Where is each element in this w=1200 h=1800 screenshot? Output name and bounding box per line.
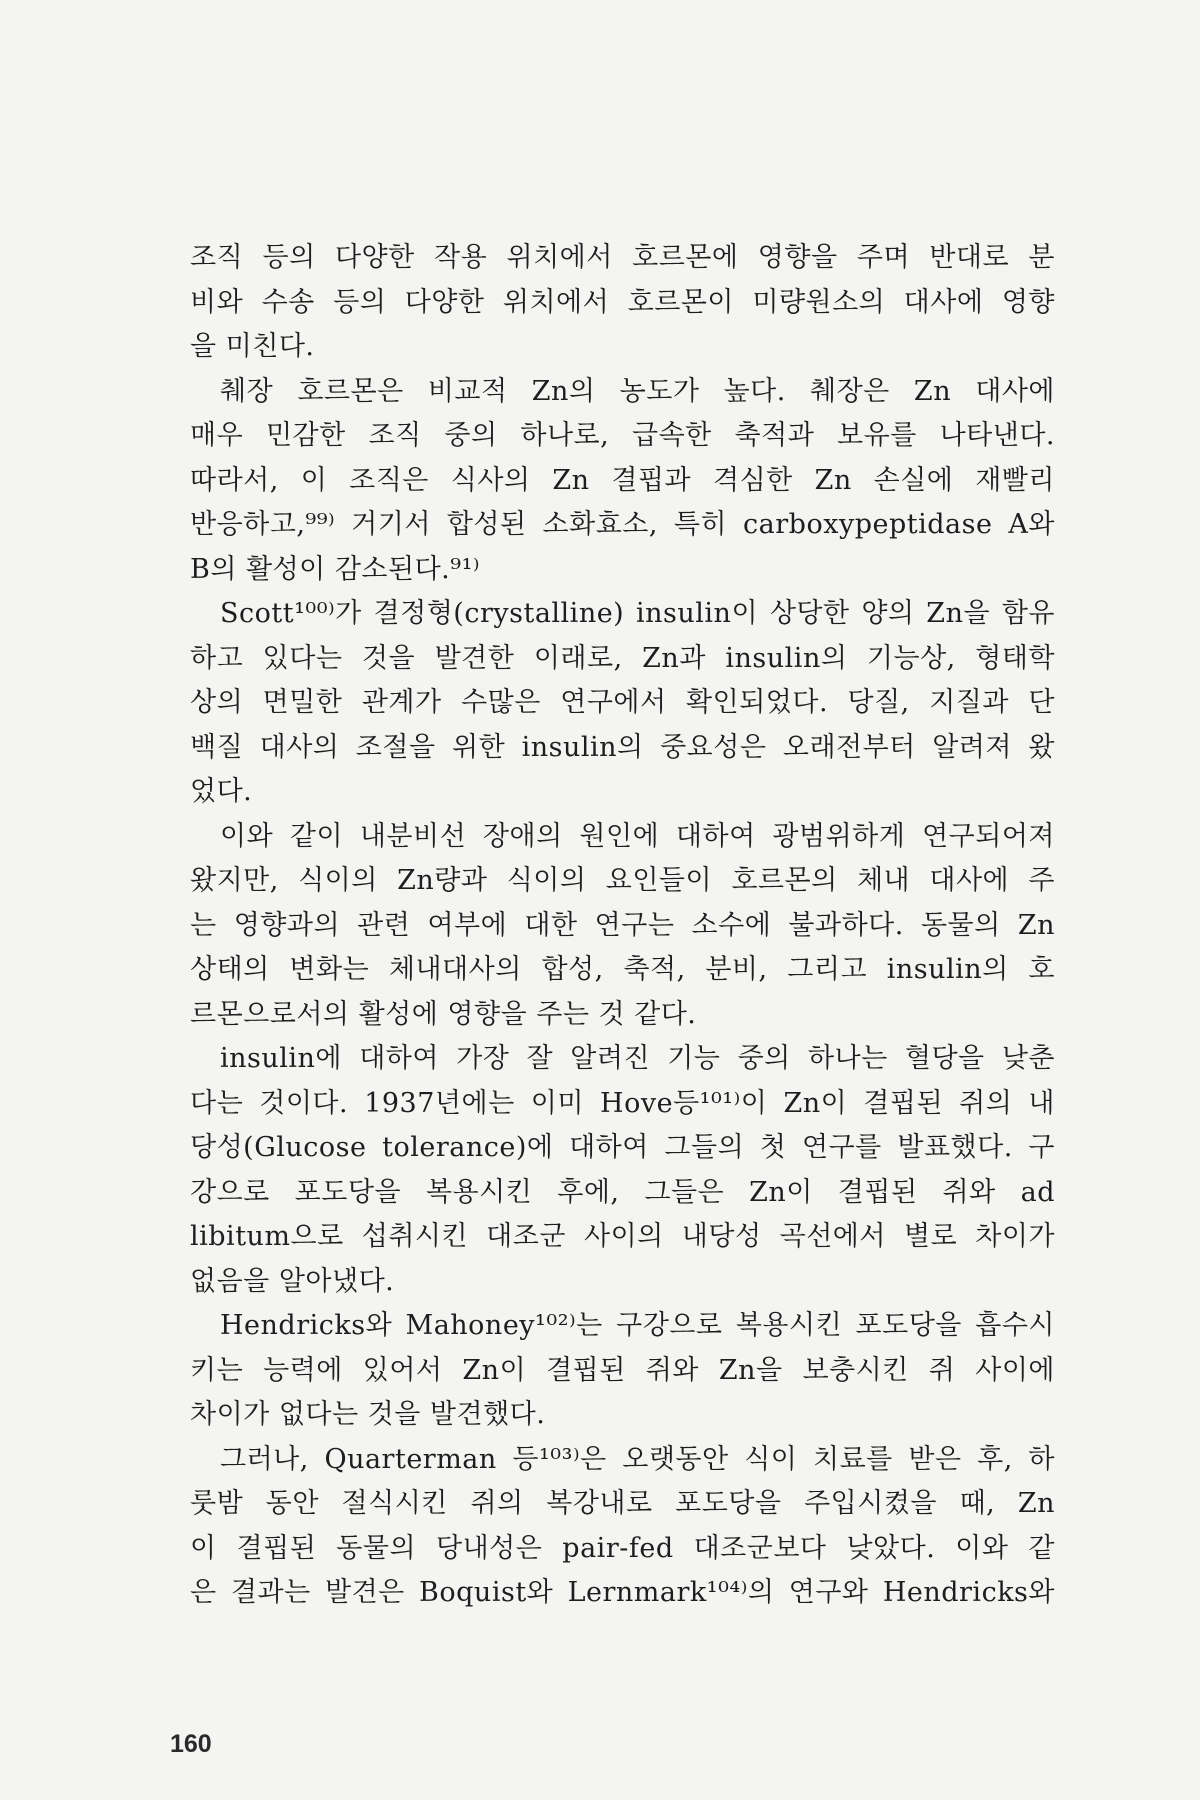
text-line: 룻밤 동안 절식시킨 쥐의 복강내로 포도당을 주입시켰을 때, Zn bbox=[190, 1488, 1055, 1519]
page-number: 160 bbox=[170, 1730, 212, 1758]
text-line: 하고 있다는 것을 발견한 이래로, Zn과 insulin의 기능상, 형태학 bbox=[190, 642, 1055, 674]
text-line: 백질 대사의 조절을 위한 insulin의 중요성은 오래전부터 알려져 왔 bbox=[190, 731, 1055, 763]
text-line: 을 미친다. bbox=[190, 331, 315, 362]
text-line: 다는 것이다. 1937년에는 이미 Hove등¹⁰¹⁾이 Zn이 결핍된 쥐의 내 bbox=[190, 1087, 1055, 1119]
text-line: 차이가 없다는 것을 발견했다. bbox=[190, 1399, 546, 1430]
text-line: 이 결핍된 동물의 당내성은 pair-fed 대조군보다 낮았다. 이와 같 bbox=[190, 1532, 1055, 1564]
text-line: 는 영향과의 관련 여부에 대한 연구는 소수에 불과하다. 동물의 Zn bbox=[190, 909, 1055, 941]
text-line: 강으로 포도당을 복용시킨 후에, 그들은 Zn이 결핍된 쥐와 ad bbox=[190, 1176, 1055, 1208]
text-line: 당성(Glucose tolerance)에 대하여 그들의 첫 연구를 발표했다. 구 bbox=[190, 1132, 1055, 1163]
text-line: Hendricks와 Mahoney¹⁰²⁾는 구강으로 복용시킨 포도당을 흡수시 bbox=[220, 1310, 1055, 1341]
text-line: 그러나, Quarterman 등¹⁰³⁾은 오랫동안 식이 치료를 받은 후, 하 bbox=[220, 1443, 1055, 1475]
text-line: B의 활성이 감소된다.⁹¹⁾ bbox=[190, 553, 481, 585]
text-line: 따라서, 이 조직은 식사의 Zn 결핍과 격심한 Zn 손실에 재빨리 bbox=[190, 464, 1055, 496]
text-line: 르몬으로서의 활성에 영향을 주는 것 같다. bbox=[190, 998, 697, 1030]
text-line: Scott¹⁰⁰⁾가 결정형(crystalline) insulin이 상당한 양의 Zn을 함유 bbox=[220, 598, 1055, 629]
text-line: 없음을 알아냈다. bbox=[190, 1265, 395, 1297]
text-line: insulin에 대하여 가장 잘 알려진 기능 중의 하나는 혈당을 낮춘 bbox=[220, 1043, 1055, 1074]
text-line: 왔지만, 식이의 Zn량과 식이의 요인들이 호르몬의 체내 대사에 주 bbox=[190, 865, 1055, 896]
text-line: 이와 같이 내분비선 장애의 원인에 대하여 광범위하게 연구되어져 bbox=[220, 820, 1055, 852]
text-line: 반응하고,⁹⁹⁾ 거기서 합성된 소화효소, 특히 carboxypeptidase A와 bbox=[190, 509, 1055, 540]
text-line: 상태의 변화는 체내대사의 합성, 축적, 분비, 그리고 insulin의 호 bbox=[190, 954, 1055, 985]
text-line: 매우 민감한 조직 중의 하나로, 급속한 축적과 보유를 나타낸다. bbox=[190, 420, 1055, 451]
text-line: 키는 능력에 있어서 Zn이 결핍된 쥐와 Zn을 보충시킨 쥐 사이에 bbox=[190, 1354, 1055, 1386]
text-line: 췌장 호르몬은 비교적 Zn의 농도가 높다. 췌장은 Zn 대사에 bbox=[220, 375, 1055, 407]
body-text bbox=[190, 236, 1055, 1616]
text-line: 비와 수송 등의 다양한 위치에서 호르몬이 미량원소의 대사에 영향 bbox=[190, 286, 1055, 318]
text-line: 은 결과는 발견은 Boquist와 Lernmark¹⁰⁴⁾의 연구와 Hendricks와 bbox=[190, 1577, 1055, 1608]
text-line: 조직 등의 다양한 작용 위치에서 호르몬에 영향을 주며 반대로 분 bbox=[190, 242, 1055, 273]
text-line: libitum으로 섭취시킨 대조군 사이의 내당성 곡선에서 별로 차이가 bbox=[190, 1221, 1055, 1252]
text-line: 상의 면밀한 관계가 수많은 연구에서 확인되었다. 당질, 지질과 단 bbox=[190, 687, 1055, 718]
text-line: 었다. bbox=[190, 776, 253, 807]
